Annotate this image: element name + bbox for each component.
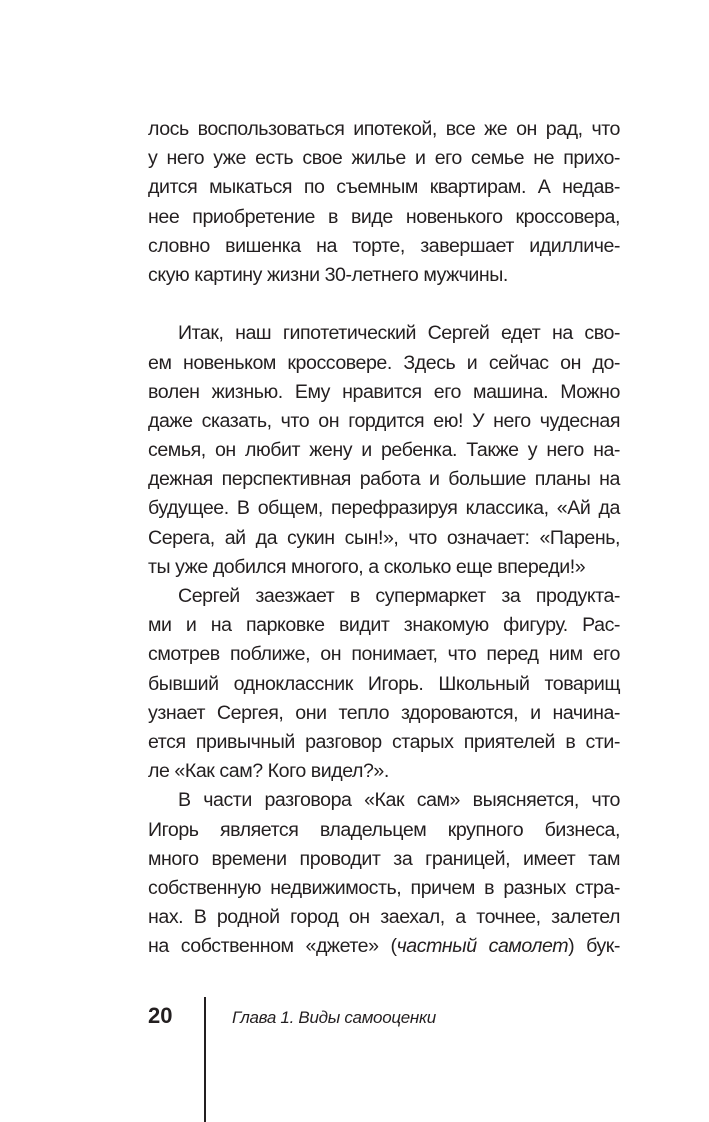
text-line: ми и на парковке видит знакомую фигуру. Рас- — [148, 614, 620, 637]
text-line: нее приобретение в виде новенького кроссовера, — [148, 205, 620, 228]
text-line: ется привычный разговор старых приятелей в сти- — [148, 730, 620, 753]
text-line: волен жизнью. Ему нравится его машина. Можно — [148, 380, 620, 403]
paragraph — [148, 319, 620, 582]
text-line: Серега, ай да сукин сын!», что означает: «Парень, — [148, 526, 620, 549]
text-line: у него уже есть свое жилье и его семье не прихо- — [148, 147, 620, 170]
footer-divider — [204, 997, 206, 1122]
text-line: узнает Сергея, они тепло здороваются, и начина- — [148, 701, 620, 724]
paragraph-gap — [148, 290, 620, 319]
text-line: много времени проводит за границей, имеет там — [148, 847, 620, 870]
text-line: Итак, наш гипотетический Сергей едет на сво- — [178, 322, 620, 345]
text-line: даже сказать, что он гордится ею! У него чудесная — [148, 409, 620, 432]
text-line — [148, 932, 620, 961]
text-line: лось воспользоваться ипотекой, все же он рад, что — [148, 118, 620, 140]
running-header-chapter: Глава 1. Виды самооценки — [232, 1008, 436, 1027]
text-line: нах. В родной город он заехал, а точнее, залетел — [148, 906, 620, 929]
text-line: Сергей заезжает в супермаркет за продукта- — [178, 585, 620, 607]
italic-text: частный самолет — [396, 935, 569, 958]
text-line: бывший одноклассник Игорь. Школьный товарищ — [148, 672, 620, 695]
book-page-body — [148, 115, 620, 961]
paragraph — [148, 582, 620, 786]
text-line: скую картину жизни 30-летнего мужчины. — [148, 263, 508, 286]
text-line: дится мыкаться по съемным квартирам. А недав- — [148, 176, 620, 199]
page-number: 20 — [148, 1003, 173, 1028]
text-line: собственную недвижимость, причем в разных стра- — [148, 876, 620, 899]
text-line: ем новеньком кроссовере. Здесь и сейчас он до- — [148, 351, 620, 374]
text-line: ты уже добился многого, а сколько еще впереди!» — [148, 555, 586, 578]
text-run: ) бук- — [568, 935, 620, 958]
text-line: будущее. В общем, перефразируя классика, «Ай да — [148, 497, 620, 520]
text-line: В части разговора «Как сам» выясняется, что — [178, 789, 620, 812]
text-line: Игорь является владельцем крупного бизнеса, — [148, 818, 620, 841]
paragraph — [148, 115, 620, 290]
text-line: семья, он любит жену и ребенка. Также у него на- — [148, 439, 620, 462]
text-line: ле «Как сам? Кого видел?». — [148, 760, 389, 783]
text-line: смотрев поближе, он понимает, что перед ним его — [148, 643, 620, 666]
text-line: словно вишенка на торте, завершает идилличе- — [148, 234, 620, 257]
paragraph — [148, 786, 620, 961]
text-run: на собственном «джете» ( — [148, 935, 397, 958]
text-line: дежная перспективная работа и большие планы на — [148, 468, 620, 491]
